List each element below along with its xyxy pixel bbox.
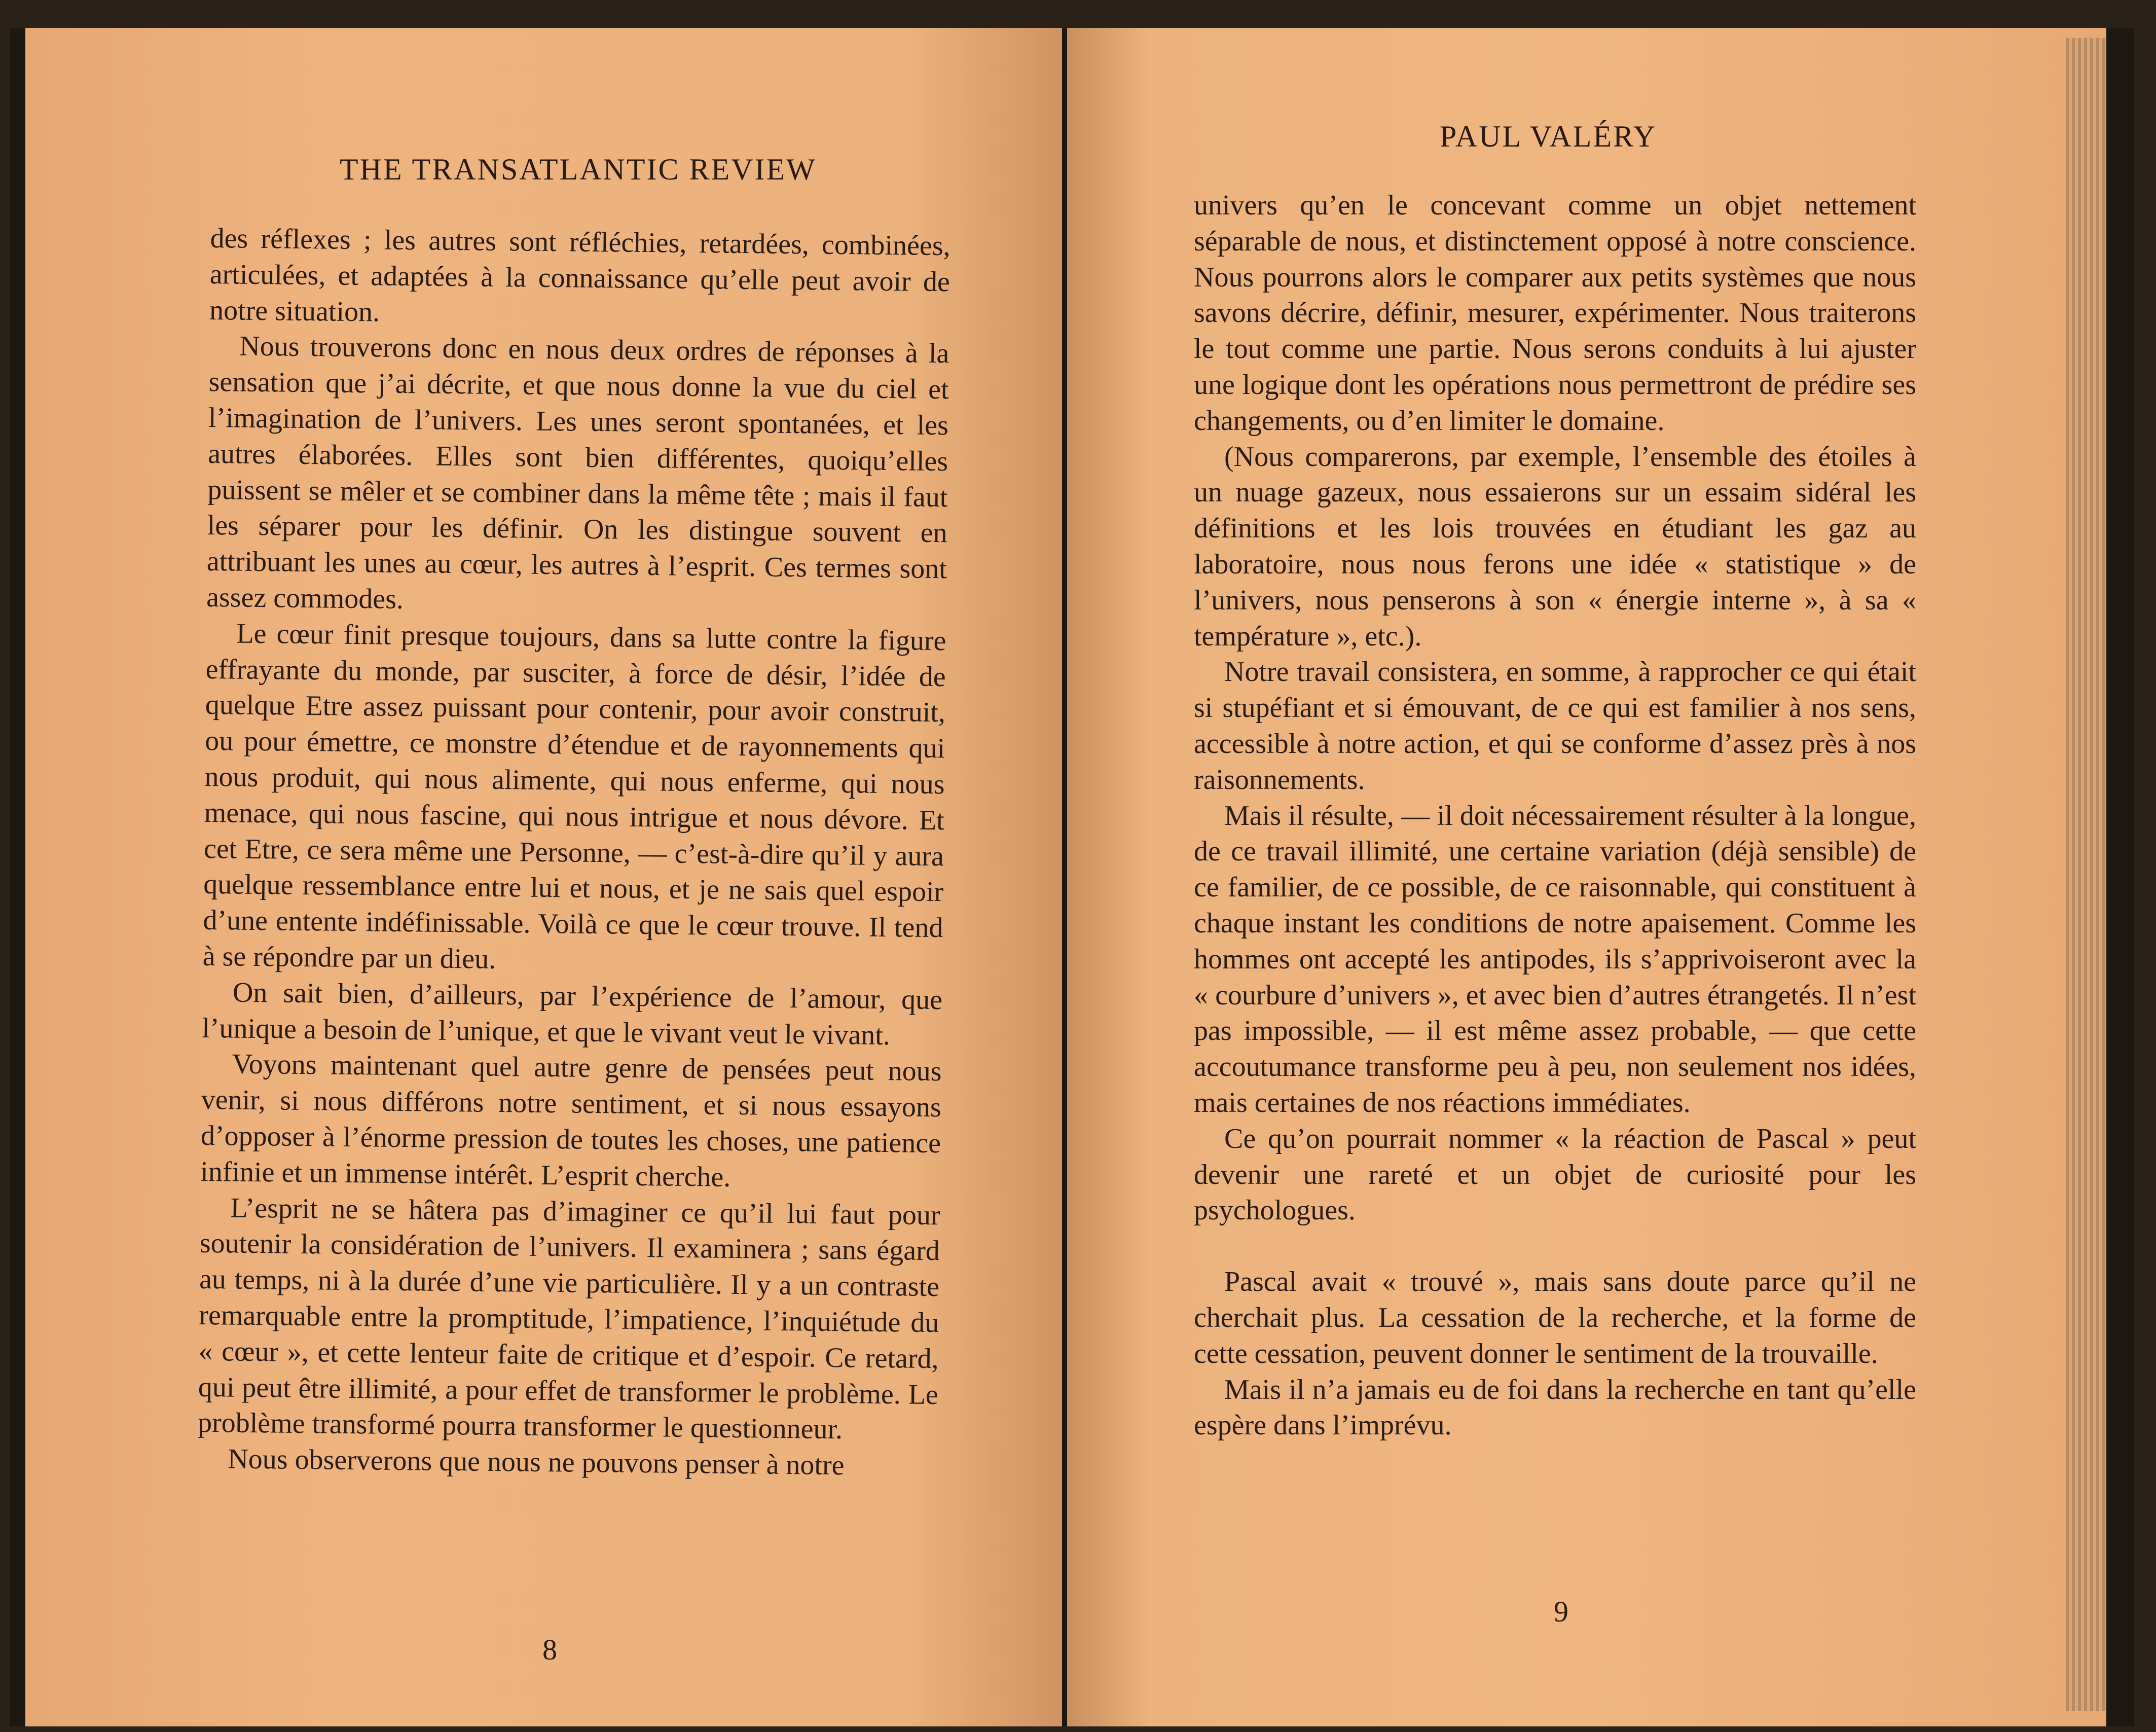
running-head: THE TRANSATLANTIC REVIEW <box>340 153 817 186</box>
paragraph: Notre travail consistera, en somme, à rapprocher ce qui était si stupéfiant et si émouvant, de ce qui est familier à nos sens, accessible à notre action, et qui se conforme d’assez près à nos raisonnements. <box>1194 656 1916 796</box>
paragraph: (Nous comparerons, par exemple, l’ensemble des étoiles à un nuage gazeux, nous essaierons sur un essaim sidéral les définitions et les lois trouvées en étudiant les gaz au laboratoire, nous nous ferons une idée « statistique » de l’univers, nous penserons à son « énergie interne », à sa « température », etc.). <box>1194 441 1916 652</box>
paragraph: Le cœur finit presque toujours, dans sa lutte contre la figure effrayante du monde, par susciter, à force de désir, l’idée de quelque Etre assez puissant pour contenir, pour avoir construit, ou pour émettre, ce monstre d’étendue et de rayonnements qui nous produit, qui nous alimente, qui nous enferme, qui nous menace, qui nous fascine, qui nous intrigue et nous dévore. Et cet Etre, ce sera même une Personne, — c’est-à-dire qu’il y aura quelque ressemblance entre lui et nous, et je ne sais quel espoir d’une entente indéfinissable. Voilà ce que le cœur trouve. Il tend à se répondre par un dieu. <box>202 618 946 975</box>
page-body <box>197 221 951 1485</box>
paragraph: On sait bien, d’ailleurs, par l’expérience de l’amour, que l’unique a besoin de l’unique, et que le vivant veut le vivant. <box>201 977 943 1051</box>
page-number: 8 <box>542 1633 557 1666</box>
right-page <box>1067 28 2106 1726</box>
paragraph: Pascal avait « trouvé », mais sans doute parce qu’il ne cherchait plus. La cessation de la recherche, et la forme de cette cessation, peuvent donner le sentiment de la trouvaille. <box>1194 1266 1916 1369</box>
paragraph: Voyons maintenant quel autre genre de pensées peut nous venir, si nous différons notre sentiment, et si nous essayons d’opposer à l’énorme pression de toutes les choses, une patience infinie et un immense intérêt. L’esprit cherche. <box>200 1048 942 1193</box>
page-number: 9 <box>1554 1595 1568 1628</box>
page-edges <box>2066 38 2106 1711</box>
paragraph: Nous trouverons donc en nous deux ordres de réponses à la sensation que j’ai décrite, et que nous donne la vue du ciel et l’imagination de l’univers. Les unes seront spontanées, et les autres élaborées. Elles sont bien différentes, quoiqu’elles puissent se mêler et se combiner dans la même tête ; mais il faut les séparer pour les définir. On les distingue souvent en attribuant les unes au cœur, les autres à l’esprit. Ces termes sont assez commodes. <box>206 331 949 615</box>
paragraph: Mais il n’a jamais eu de foi dans la recherche en tant qu’elle espère dans l’imprévu. <box>1194 1374 1916 1441</box>
paragraph: Mais il résulte, — il doit nécessairement résulter à la longue, de ce travail illimité, une certaine variation (déjà sensible) de ce familier, de ce possible, de ce raisonnable, qui constituent à chaque instant les conditions de notre apaisement. Comme les hommes ont accepté les antipodes, ils s’apprivoiseront avec la « courbure d’univers », et avec bien d’autres étrangetés. Il n’est pas impossible, — il est même assez probable, — que cette accoutumance transforme peu à peu, non seulement nos idées, mais certaines de nos réactions immédiates. <box>1194 800 1916 1118</box>
paragraph: Ce qu’on pourrait nommer « la réaction de Pascal » peut devenir une rareté et un objet de curiosité pour les psychologues. <box>1194 1123 1916 1226</box>
running-head: PAUL VALÉRY <box>1440 120 1657 153</box>
book-spread <box>10 28 2134 1726</box>
page-body <box>1194 188 1916 1444</box>
paragraph: des réflexes ; les autres sont réfléchies, retardées, combinées, articulées, et adaptées à la connaissance qu’elle peut avoir de notre situation. <box>209 222 951 328</box>
paragraph: Nous observerons que nous ne pouvons penser à notre <box>228 1443 845 1482</box>
paragraph: univers qu’en le concevant comme un objet nettement séparable de nous, et distinctement opposé à notre conscience. Nous pourrons alors le comparer aux petits systèmes que nous savons décrire, définir, mesurer, expérimenter. Nous traiterons le tout comme une partie. Nous serons conduits à lui ajuster une logique dont les opérations nous permettront de prédire ses changements, ou d’en limiter le domaine. <box>1194 190 1916 437</box>
left-page <box>25 28 1062 1726</box>
paragraph: L’esprit ne se hâtera pas d’imaginer ce qu’il lui faut pour soutenir la considération de l’univers. Il examinera ; sans égard au temps, ni à la durée d’une vie particulière. Il y a un contraste remarquable entre la promptitude, l’impatience, l’inquiétude du « cœur », et cette lenteur faite de critique et d’espoir. Ce retard, qui peut être illimité, a pour effet de transformer le problème. Le problème transformé pourra transformer le questionneur. <box>197 1192 940 1446</box>
